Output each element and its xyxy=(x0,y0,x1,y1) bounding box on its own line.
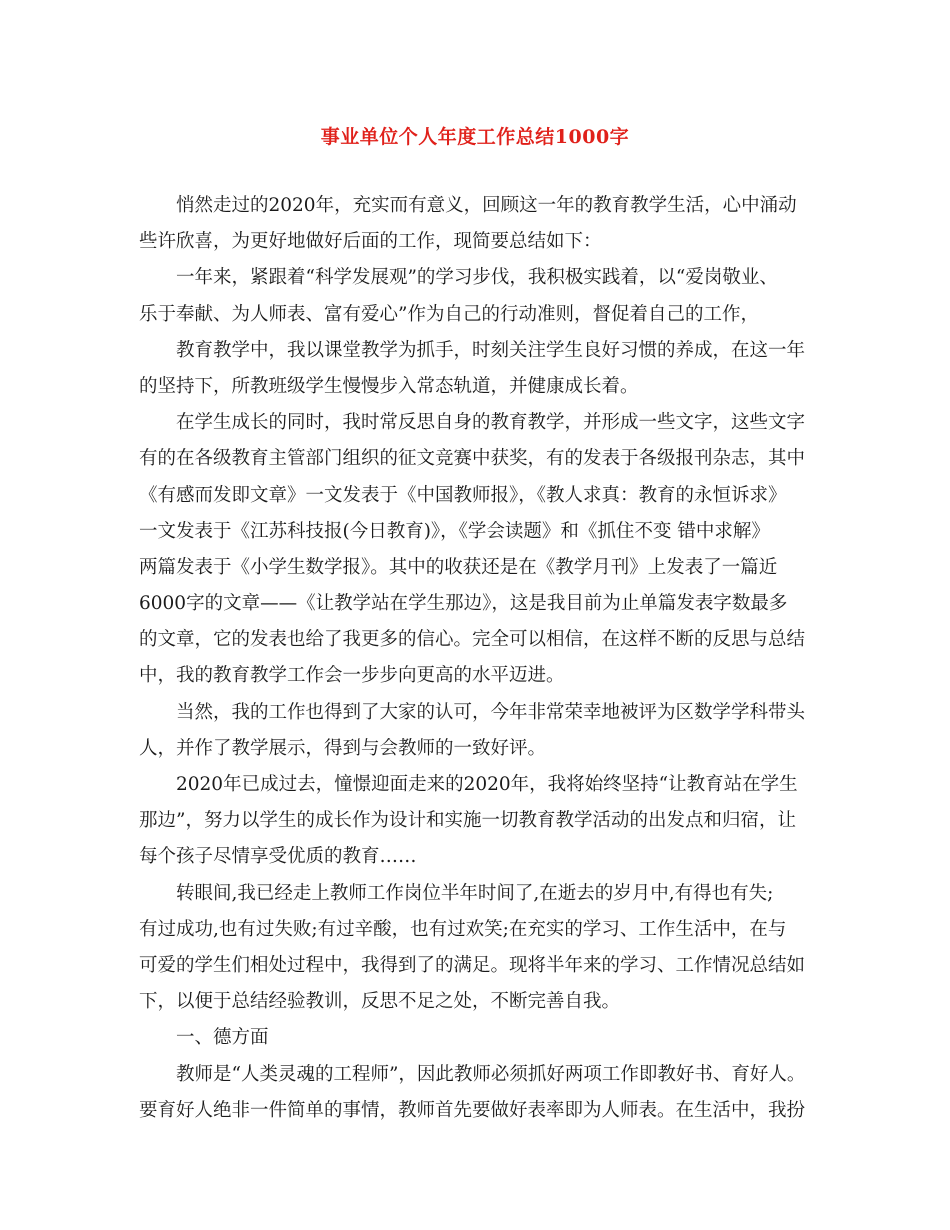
body-line: 那边”，努力以学生的成长作为设计和实施一切教育教学活动的出发点和归宿，让 xyxy=(139,810,796,832)
body-line: 转眼间,我已经走上教师工作岗位半年时间了,在逝去的岁月中,有得也有失; xyxy=(176,882,774,904)
body-line: 当然，我的工作也得到了大家的认可，今年非常荣幸地被评为区数学学科带头 xyxy=(176,701,806,723)
body-line: 人，并作了教学展示，得到与会教师的一致好评。 xyxy=(139,737,547,759)
body-line: 一、德方面 xyxy=(176,1027,269,1049)
body-line: 的文章，它的发表也给了我更多的信心。完全可以相信，在这样不断的反思与总结 xyxy=(139,629,806,651)
body-line: 中，我的教育教学工作会一步步向更高的水平迈进。 xyxy=(139,665,565,687)
body-line: 《有感而发即文章》一文发表于《中国教师报》，《教人求真：教育的永恒诉求》 xyxy=(139,484,787,506)
body-line: 下，以便于总结经验教训，反思不足之处，不断完善自我。 xyxy=(139,991,621,1013)
body-line: 一文发表于《江苏科技报(今日教育)》，《学会读题》和《抓住不变 错中求解》 xyxy=(139,520,770,542)
body-line: 6000字的文章——《让教学站在学生那边》，这是我目前为止单篇发表字数最多 xyxy=(139,593,788,615)
body-line: 要育好人绝非一件简单的事情，教师首先要做好表率即为人师表。在生活中，我扮 xyxy=(139,1099,806,1121)
body-line: 一年来，紧跟着“科学发展观”的学习步伐，我积极实践着，以“爱岗敬业、 xyxy=(176,267,778,289)
body-line: 在学生成长的同时，我时常反思自身的教育教学，并形成一些文字，这些文字 xyxy=(176,412,806,434)
body-line: 有的在各级教育主管部门组织的征文竞赛中获奖，有的发表于各级报刊杂志，其中 xyxy=(139,448,806,470)
body-line: 每个孩子尽情享受优质的教育…… xyxy=(139,846,417,868)
document-body xyxy=(139,188,819,1129)
body-line: 2020年已成过去，憧憬迎面走来的2020年，我将始终坚持“让教育站在学生 xyxy=(176,774,798,795)
body-line: 些许欣喜，为更好地做好后面的工作，现简要总结如下： xyxy=(139,231,602,253)
body-line: 可爱的学生们相处过程中，我得到了的满足。现将半年来的学习、工作情况总结如 xyxy=(139,954,806,976)
body-line: 悄然走过的2020年，充实而有意义，回顾这一年的教育教学生活，心中涌动 xyxy=(176,195,797,216)
body-line: 乐于奉献、为人师表、富有爱心”作为自己的行动准则，督促着自己的工作， xyxy=(139,303,759,325)
body-line: 有过成功,也有过失败;有过辛酸，也有过欢笑;在充实的学习、工作生活中，在与 xyxy=(139,918,787,940)
body-line: 教育教学中，我以课堂教学为抓手，时刻关注学生良好习惯的养成，在这一年 xyxy=(176,339,806,361)
document-title: 事业单位个人年度工作总结1000字 xyxy=(320,126,630,148)
body-line: 两篇发表于《小学生数学报》。其中的收获还是在《教学月刊》上发表了一篇近 xyxy=(139,556,778,578)
body-line: 的坚持下，所教班级学生慢慢步入常态轨道，并健康成长着。 xyxy=(139,375,639,397)
body-line: 教师是“人类灵魂的工程师”，因此教师必须抓好两项工作即教好书、育好人。 xyxy=(176,1063,806,1085)
